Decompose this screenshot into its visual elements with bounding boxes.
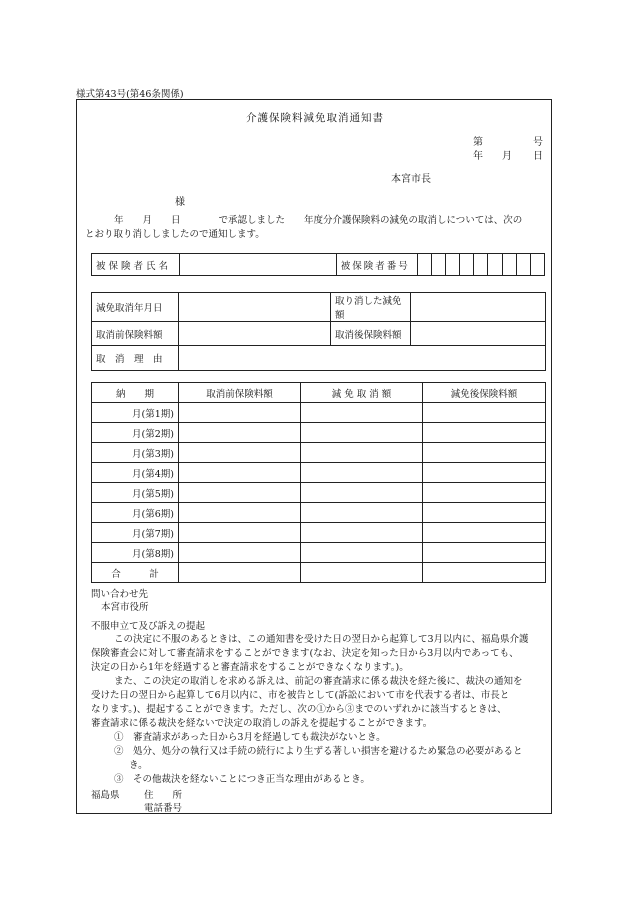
period-cell [301, 543, 423, 563]
period-row-label: 月(第5期) [92, 483, 179, 503]
total-cell [179, 563, 301, 583]
cancel-column-header: 減 免 取 消 額 [301, 383, 423, 403]
appeal-text: また、この決定の取消しを求める訴えは、前記の審査請求に係る裁決を経た後に、裁決の通知を [114, 676, 523, 687]
period-cell [301, 503, 423, 523]
insured-number-digit [516, 254, 530, 276]
period-cell [423, 403, 546, 423]
cancel-reason-cell [179, 346, 546, 371]
period-cell [423, 423, 546, 443]
insured-number-digit [431, 254, 445, 276]
footer-address-label: 住 所 [144, 790, 183, 801]
appeal-item-3: ③ その他裁決を経ないことにつき正当な理由があるとき。 [114, 774, 370, 785]
before-column-header: 取消前保険料額 [179, 383, 301, 403]
period-row-label: 月(第8期) [92, 543, 179, 563]
period-row-label: 月(第7期) [92, 523, 179, 543]
period-cell [301, 483, 423, 503]
period-column-header: 納 期 [92, 383, 179, 403]
cancel-date-cell [179, 293, 331, 322]
appeal-text: この決定に不服のあるときは、この通知書を受けた日の翌日から起算して3月以内に、福島県介護 [114, 634, 529, 645]
before-amount-label: 取消前保険料額 [92, 322, 179, 346]
form-number-label: 様式第43号(第46条関係) [76, 89, 184, 100]
period-cell [423, 523, 546, 543]
number-suffix: 号 [533, 137, 543, 148]
cancelled-amount-label: 取り消した減免額 [331, 293, 411, 322]
period-cell [301, 463, 423, 483]
appeal-heading: 不服申立て及び訴えの提起 [91, 621, 206, 632]
after-amount-label: 取消後保険料額 [331, 322, 411, 346]
number-prefix: 第 [473, 137, 483, 148]
insured-number-digit [460, 254, 474, 276]
cancellation-info-table [91, 292, 546, 371]
insured-number-label: 被保険者番号 [336, 254, 417, 276]
period-cell [423, 443, 546, 463]
period-row-label: 月(第6期) [92, 503, 179, 523]
insured-number-digit [474, 254, 488, 276]
insured-number-digit [417, 254, 431, 276]
notice-frame [76, 99, 552, 814]
insured-number-digit [445, 254, 459, 276]
insured-name-label: 被保険者氏名 [92, 254, 180, 276]
cancel-reason-label: 取 消 理 由 [92, 346, 179, 371]
footer-phone-label: 電話番号 [144, 803, 183, 814]
period-row-label: 月(第2期) [92, 423, 179, 443]
insured-table [91, 253, 545, 276]
period-cell [179, 463, 301, 483]
after-column-header: 減免後保険料額 [423, 383, 546, 403]
before-amount-cell [179, 322, 331, 346]
period-cell [301, 443, 423, 463]
date-day: 日 [533, 151, 543, 162]
period-cell [301, 403, 423, 423]
periods-table [91, 382, 546, 583]
appeal-text: 保険審査会に対して審査請求をすることができます(なお、決定を知った日から3月以内であっても、 [91, 648, 519, 659]
period-cell [423, 543, 546, 563]
appeal-item-2: ② 処分、処分の執行又は手続の続行により生ずる著しい損害を避けるため緊急の必要があると [114, 746, 523, 757]
period-cell [423, 503, 546, 523]
period-cell [179, 403, 301, 423]
intro-line-2: とおり取り消ししましたので通知します。 [85, 229, 265, 240]
addressee-suffix: 様 [175, 197, 185, 208]
document-title: 介護保険料減免取消通知書 [246, 112, 384, 124]
date-year: 年 [473, 151, 483, 162]
period-row-label: 月(第3期) [92, 443, 179, 463]
period-cell [179, 423, 301, 443]
insured-number-digit [488, 254, 502, 276]
period-cell [301, 423, 423, 443]
period-cell [423, 463, 546, 483]
appeal-text: 審査請求に係る裁決を経ないで決定の取消しの訴えを提起することができます。 [91, 718, 433, 729]
contact-office: 本宮市役所 [101, 602, 149, 613]
period-cell [179, 543, 301, 563]
period-cell [179, 503, 301, 523]
period-cell [179, 443, 301, 463]
insured-name-cell [179, 254, 336, 276]
footer-prefecture: 福島県 [91, 790, 120, 801]
appeal-text: 決定の日から1年を経過すると審査請求をすることができなくなります。)。 [91, 662, 409, 673]
intro-line-1: 年 月 日 で承認しました 年度分介護保険料の減免の取消しについては、次の [114, 215, 523, 226]
appeal-item-1: ① 審査請求があった日から3月を経過しても裁決がないとき。 [114, 732, 386, 743]
insured-number-digit [530, 254, 544, 276]
period-row-label: 月(第1期) [92, 403, 179, 423]
appeal-item-2-cont: き。 [129, 760, 148, 771]
total-cell [423, 563, 546, 583]
period-cell [179, 483, 301, 503]
cancelled-amount-cell [411, 293, 546, 322]
period-cell [301, 523, 423, 543]
appeal-text: なります。)、提起することができます。ただし、次の①から③までのいずれかに該当するときは、 [91, 704, 507, 715]
total-cell [301, 563, 423, 583]
total-row-label: 合 計 [92, 563, 179, 583]
contact-heading: 問い合わせ先 [91, 589, 149, 600]
appeal-text: 受けた日の翌日から起算して6月以内に、市を被告として(訴訟において市を代表する者は、市長と [91, 690, 510, 701]
insured-number-digit [502, 254, 516, 276]
after-amount-cell [411, 322, 546, 346]
issuer-name: 本宮市長 [391, 174, 431, 185]
date-month: 月 [502, 151, 512, 162]
period-cell [179, 523, 301, 543]
period-cell [423, 483, 546, 503]
period-row-label: 月(第4期) [92, 463, 179, 483]
cancel-date-label: 減免取消年月日 [92, 293, 179, 322]
